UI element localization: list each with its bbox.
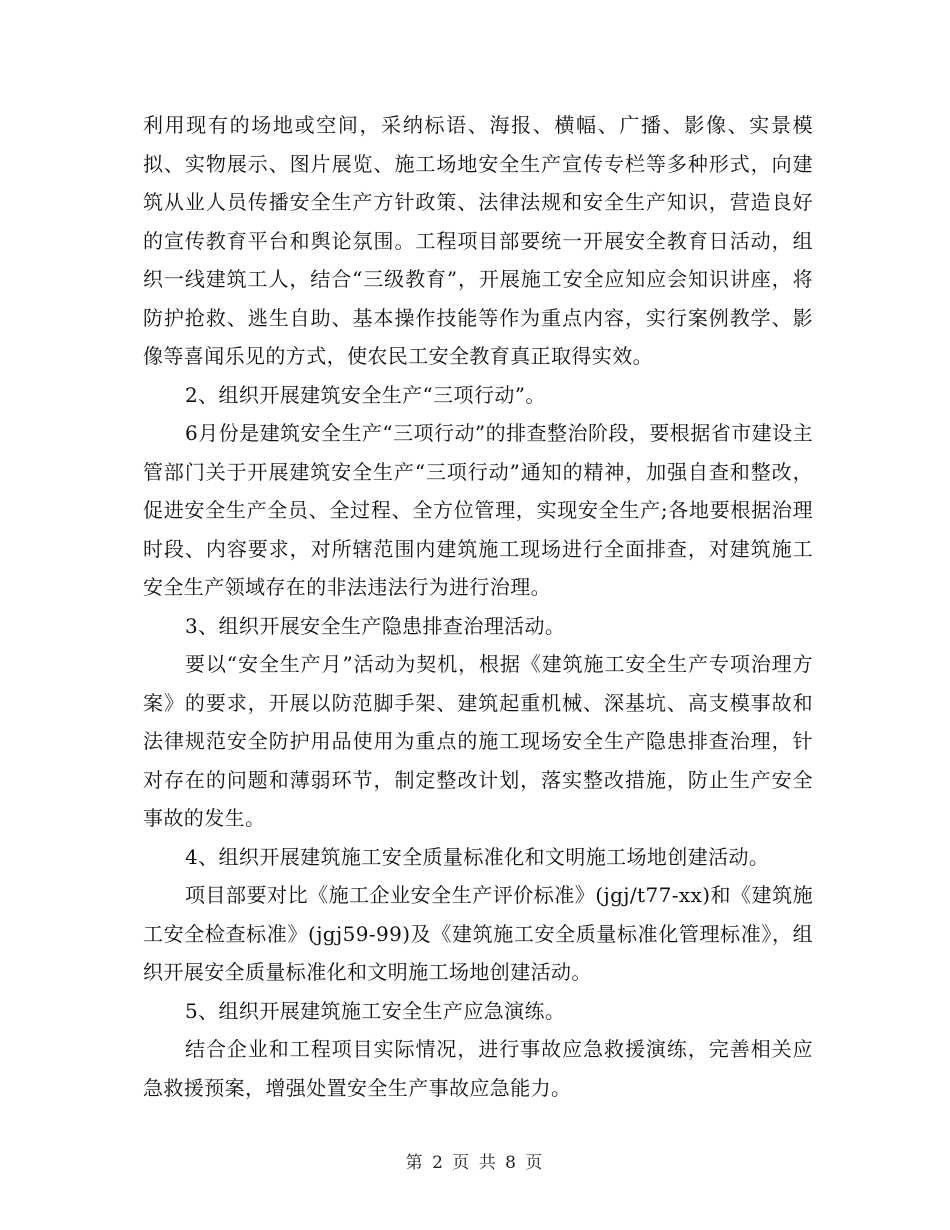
document-body [143,106,813,1107]
heading-item-5-emergency-drill: 5、组织开展建筑施工安全生产应急演练。 [185,998,566,1023]
paragraph-continued-publicity: 利用现有的场地或空间，采纳标语、海报、横幅、广播、影像、实景模拟、实物展示、图片展览、施工场地安全生产宣传专栏等多种形式，向建筑从业人员传播安全生产方针政策、法律法规和安全生产知识，营造良好的宣传教育平台和舆论氛围。工程项目部要统一开展安全教育日活动，组织一线建筑工人，结合“三级教育”，开展施工安全应知应会知识讲座，将防护抢救、逃生自助、基本操作技能等作为重点内容，实行案例教学、影像等喜闻乐见的方式，使农民工安全教育真正取得实效。 [143,113,813,368]
heading-item-2-three-actions: 2、组织开展建筑安全生产“三项行动”。 [185,382,546,407]
paragraph-safety-month: 要以“安全生产月”活动为契机，根据《建筑施工安全生产专项治理方案》的要求，开展以防范脚手架、建筑起重机械、深基坑、高支模事故和法律规范安全防护用品使用为重点的施工现场安全生产隐患排查治理，针对存在的问题和薄弱环节，制定整改计划，落实整改措施，防止生产安全事故的发生。 [143,652,813,830]
paragraph-june-inspection: 6月份是建筑安全生产“三项行动”的排查整治阶段，要根据省市建设主管部门关于开展建筑安全生产“三项行动”通知的精神，加强自查和整改，促进安全生产全员、全过程、全方位管理，实现安全生产;各地要根据治理时段、内容要求，对所辖范围内建筑施工现场进行全面排查，对建筑施工安全生产领域存在的非法违法行为进行治理。 [143,421,813,599]
page-number-footer: 第 2 页 共 8 页 [405,1153,545,1173]
heading-item-3-hazard-inspection: 3、组织开展安全生产隐患排查治理活动。 [185,613,566,638]
paragraph-emergency-drill: 结合企业和工程项目实际情况，进行事故应急救援演练，完善相关应急救援预案，增强处置安全生产事故应急能力。 [143,1037,813,1100]
paragraph-project-standards: 项目部要对比《施工企业安全生产评价标准》(jgj/t77-xx)和《建筑施工安全检查标准》(jgj59-99)及《建筑施工安全质量标准化管理标准》，组织开展安全质量标准化和文明施工场地创建活动。 [143,883,813,984]
heading-item-4-standardization: 4、组织开展建筑施工安全质量标准化和文明施工场地创建活动。 [185,844,770,869]
